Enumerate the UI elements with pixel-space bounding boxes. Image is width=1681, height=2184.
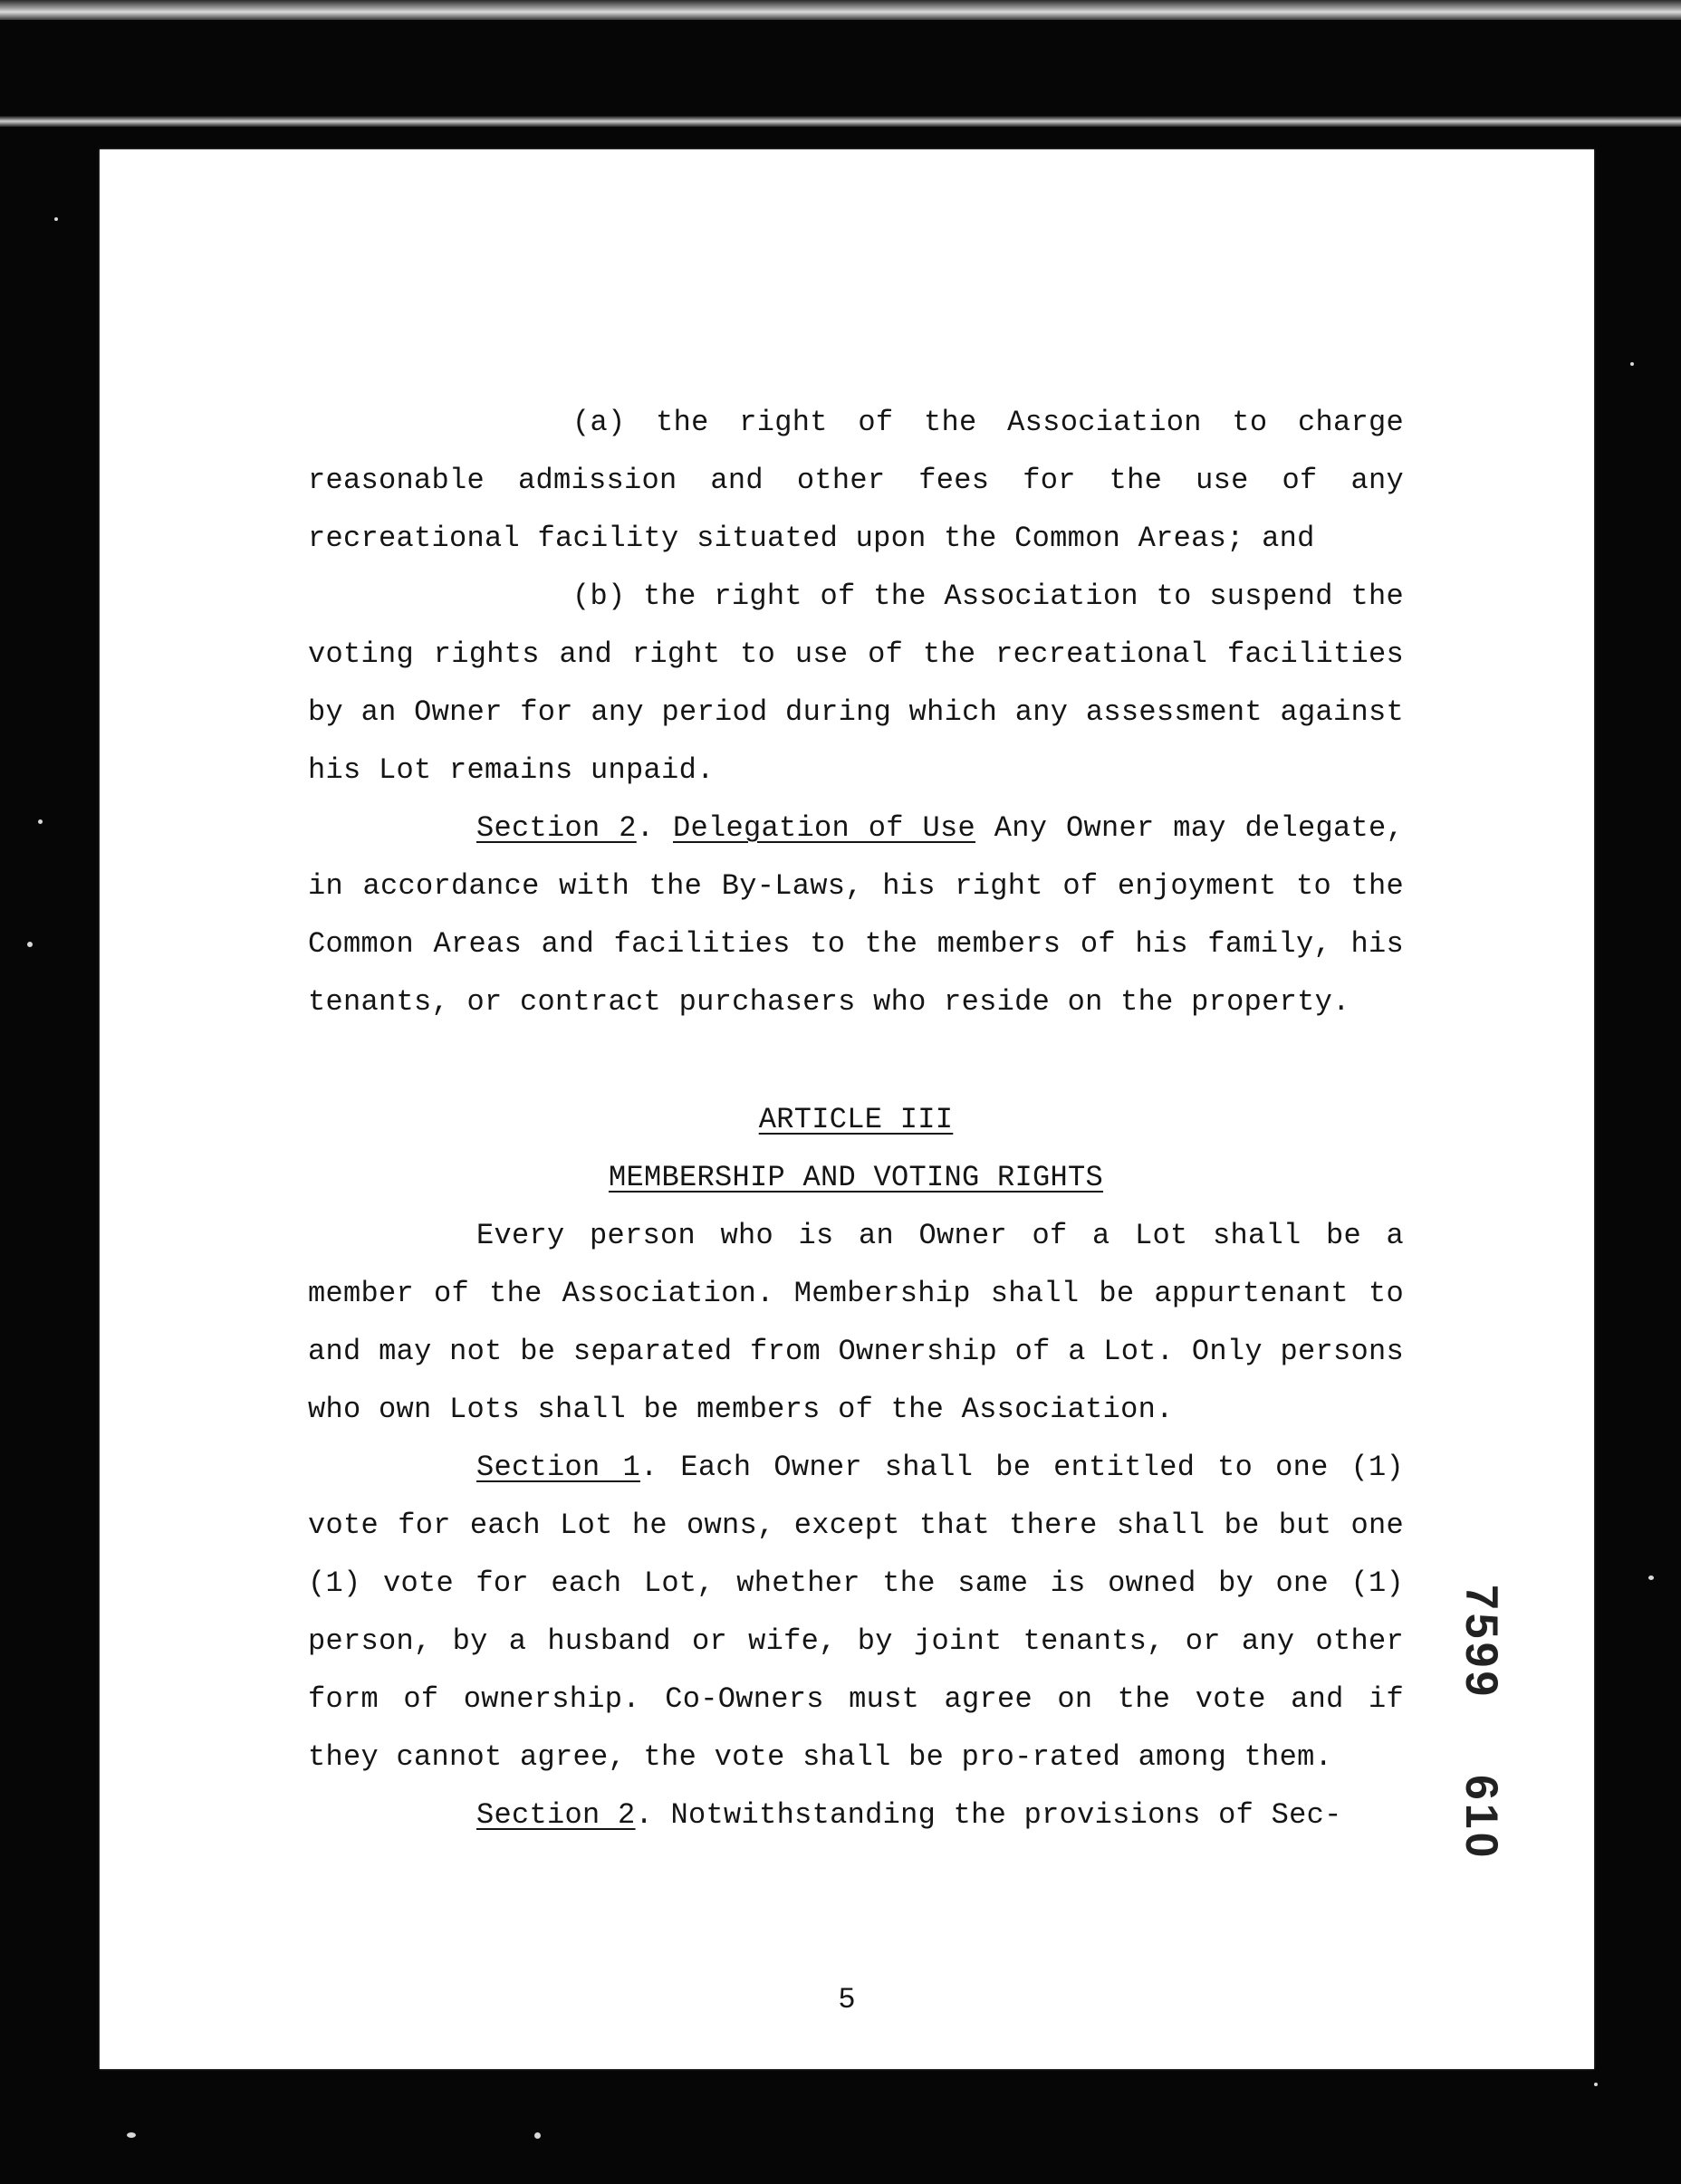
scan-speck	[127, 2132, 136, 2138]
scan-speck	[27, 942, 33, 947]
spacer	[308, 1031, 1404, 1091]
scan-top-edge	[0, 0, 1681, 20]
page-number: 5	[838, 1983, 856, 2016]
section-text: Each Owner shall be entitled to one (1) vote for each Lot he owns, except that there shall be but one (1) vote for each Lot, whether the same is owned by one (1) person, by a husband or wife, by joint tenants, or any other form of ownership. Co-Owners must agree on the vote and if they cannot agree, the vote shall be pro-rated among them.	[308, 1451, 1405, 1774]
scan-speck	[1630, 362, 1634, 366]
scan-speck	[1648, 1576, 1654, 1580]
margin-book-number: 7599	[1456, 1585, 1507, 1700]
section-2-article: Section 2. Notwithstanding the provisions of Sec-	[476, 1798, 1342, 1832]
article-heading	[308, 1091, 1404, 1149]
section-text: Any Owner may delegate, in accordance with the By-Laws, his right of enjoyment to the Common Areas and facilities to the members of his family, his tenants, or contract purchasers who reside on the property.	[308, 811, 1404, 1019]
section-label: Section 2	[476, 1798, 636, 1832]
section-title: Delegation of Use	[673, 811, 976, 845]
document-page	[100, 149, 1594, 2069]
article-intro: Every person who is an Owner of a Lot shall be a member of the Association. Membership shall be appurtenant to and may not be separated from Ownership of a Lot. Only persons who own Lots shall be members of the Association.	[308, 1219, 1404, 1426]
scan-speck	[534, 2132, 541, 2139]
scan-speck	[1594, 2083, 1598, 2086]
scan-speck	[54, 217, 58, 221]
margin-page-number: 610	[1456, 1775, 1507, 1862]
section-label: Section 1	[476, 1451, 640, 1484]
scan-border-line	[0, 116, 1681, 127]
section-label: Section 2	[476, 811, 637, 845]
article-title	[308, 1149, 1404, 1207]
article-number: ARTICLE III	[758, 1103, 954, 1136]
document-body	[308, 394, 1404, 1844]
section-1: Section 1. Each Owner shall be entitled to one (1) vote for each Lot he owns, except that there shall be but one (1) vote for each Lot, whether the same is owned by one (1) person, by a husband or wife, by joint tenants, or any other form of ownership. Co-Owners must agree on the vote and if they cannot agree, the vote shall be pro-rated among them.	[308, 1451, 1405, 1774]
section-text: Notwithstanding the provisions of Sec-	[653, 1798, 1342, 1832]
scan-speck	[38, 819, 43, 824]
paragraph-a: (a) the right of the Association to charge reasonable admission and other fees for the use of any recreational facility situated upon the Common Areas; and	[308, 406, 1404, 555]
section-2-delegation: Section 2. Delegation of Use Any Owner may delegate, in accordance with the By-Laws, his right of enjoyment to the Common Areas and facilities to the members of his family, his tenants, or contract purchasers who reside on the property.	[308, 811, 1404, 1019]
paragraph-b: (b) the right of the Association to suspend the voting rights and right to use of the recreational facilities by an Owner for any period during which any assessment against his Lot remains unpaid.	[308, 580, 1404, 787]
article-title-text: MEMBERSHIP AND VOTING RIGHTS	[608, 1161, 1104, 1194]
